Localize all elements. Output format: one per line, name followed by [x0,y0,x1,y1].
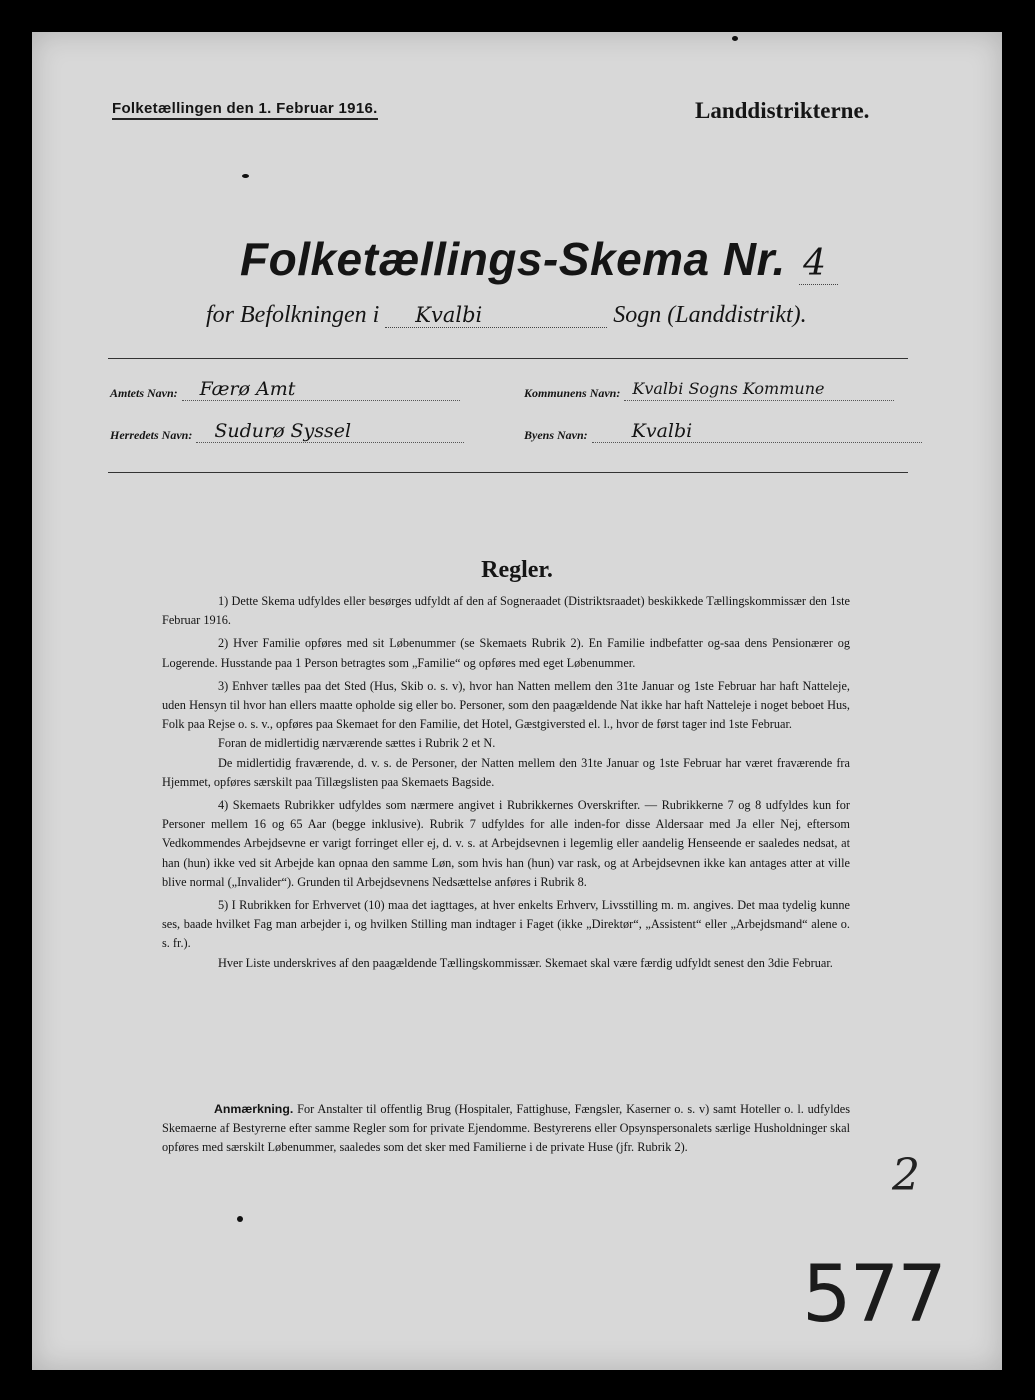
rule-5: 5) I Rubrikken for Erhvervet (10) maa det iagttages, at hver enkelts Erhverv, Livsstilling m. m. angives. Det maa tydelig kunne ses, baade hvilket Fag man arbejder i, og hvilken Stilling man indtager i Faget (ikke „Direktør“, „Assistent“ eller „Arbejdsmand“ alene o. s. fr.). [162,898,850,951]
ink-speck [732,36,738,41]
subtitle-prefix: for Befolkningen i [206,302,380,328]
rules-body [162,592,850,977]
rule-signature: Hver Liste underskrives af den paagældende Tællingskommissær. Skemaet skal være færdig udfyldt senest den 3die Februar. [218,955,833,970]
district-type-header: Landdistrikterne. [695,98,870,123]
form-subtitle [206,302,846,329]
kommune-field [524,378,894,401]
rules-heading: Regler. [481,557,553,583]
kommune-value: Kvalbi Sogns Kommune [624,378,894,401]
form-title-text: Folketællings-Skema Nr. [240,233,786,285]
handwritten-archive-number: 577 [802,1250,945,1340]
form-title [240,232,827,286]
remark-paragraph [162,1100,850,1157]
amt-field [110,378,460,401]
handwritten-page-mark: 2 [892,1150,920,1201]
rule-3: 3) Enhver tælles paa det Sted (Hus, Skib o. s. v), hvor han Natten mellem den 31te Januar og 1ste Februar har haft Natteleje, uden Hensyn til hvor han ellers maatte opholde sig eller bo. Personer, som den paagældende Nat ikke har haft Natteleje i noget beboet Hus, Folk paa Rejse o. s. v., opføres paa Skemaet for den Familie, det Hotel, Gæstgiversted el. l., hvor de først tager ind 1ste Februar. [162,678,850,732]
rule-1: 1) Dette Skema udfyldes eller besørges udfyldt af den af Sogneraadet (Distriktsraadet) beskikkede Tællingskommissær den 1ste Februar 1916. [162,594,850,628]
remark-text: For Anstalter til offentlig Brug (Hospitaler, Fattighuse, Fængsler, Kaserner o. s. v) samt Hoteller o. l. udfyldes Skemaerne af Bestyrerne efter samme Regler som for private Ejendomme. Bestyrerens eller Opsynspersonalets særlige Husholdninger skal opføres med særskilt Løbenummer, saaledes som det sker med Familierne i de private Huse (jfr. Rubrik 2). [162,1102,851,1154]
remark-label: Anmærkning. [214,1102,294,1116]
by-value: Kvalbi [592,420,922,443]
amt-value: Færø Amt [182,378,460,401]
form-number-handwritten: 4 [799,243,838,285]
rule-3-note-present: Foran de midlertidig nærværende sættes i Rubrik 2 et N. [218,736,496,751]
herred-value: Sudurø Syssel [196,420,464,443]
rule-4: 4) Skemaets Rubrikker udfyldes som nærmere angivet i Rubrikkernes Overskrifter. — Rubrikkerne 7 og 8 udfyldes kun for Personer mellem 16 og 65 Aar (begge inklusive). Rubrik 7 udfyldes for alle inden-for disse Aldersaar med Ja eller Nej, eftersom Vedkommendes Arbejdsevne er varigt forringet eller ej, d. v. s. at Arbejdsevnen i legemlig eller aandelig Henseende er saaledes nedsat, at han (hun) ikke ved sit Arbejde kan opnaa den samme Løn, som hvis han (hun) var rask, og at Arbejdsevnen ikke kan antages atter at ville blive normal („Invalider“). Grunden til Arbejdsevnens Nedsættelse anføres i Rubrik 8. [162,798,850,889]
subtitle-suffix: Sogn (Landdistrikt). [613,302,807,328]
census-form-page [32,32,1002,1370]
kommune-label: Kommunens Navn: [524,386,621,400]
census-date-header: Folketællingen den 1. Februar 1916. [112,100,378,120]
divider-bottom [108,472,908,473]
ink-speck [242,174,249,178]
herred-label: Herredets Navn: [110,428,193,442]
herred-field [110,420,464,443]
amt-label: Amtets Navn: [110,386,178,400]
rule-2: 2) Hver Familie opføres med sit Løbenummer (se Skemaets Rubrik 2). En Familie indbefatter og-saa dens Pensionærer og Logerende. Husstande paa 1 Person betragtes som „Familie“ og opføres med eget Løbenummer. [162,636,850,670]
ink-speck [237,1216,243,1222]
by-field [524,420,922,443]
rule-3-note-absent: De midlertidig fraværende, d. v. s. de Personer, der Natten mellem den 31te Januar og 1ste Februar har været fraværende fra Hjemmet, opføres særskilt paa Tillægslisten paa Skemaets Bagside. [162,755,850,789]
divider-top [108,358,908,359]
by-label: Byens Navn: [524,428,588,442]
parish-name-handwritten: Kvalbi [385,303,607,328]
